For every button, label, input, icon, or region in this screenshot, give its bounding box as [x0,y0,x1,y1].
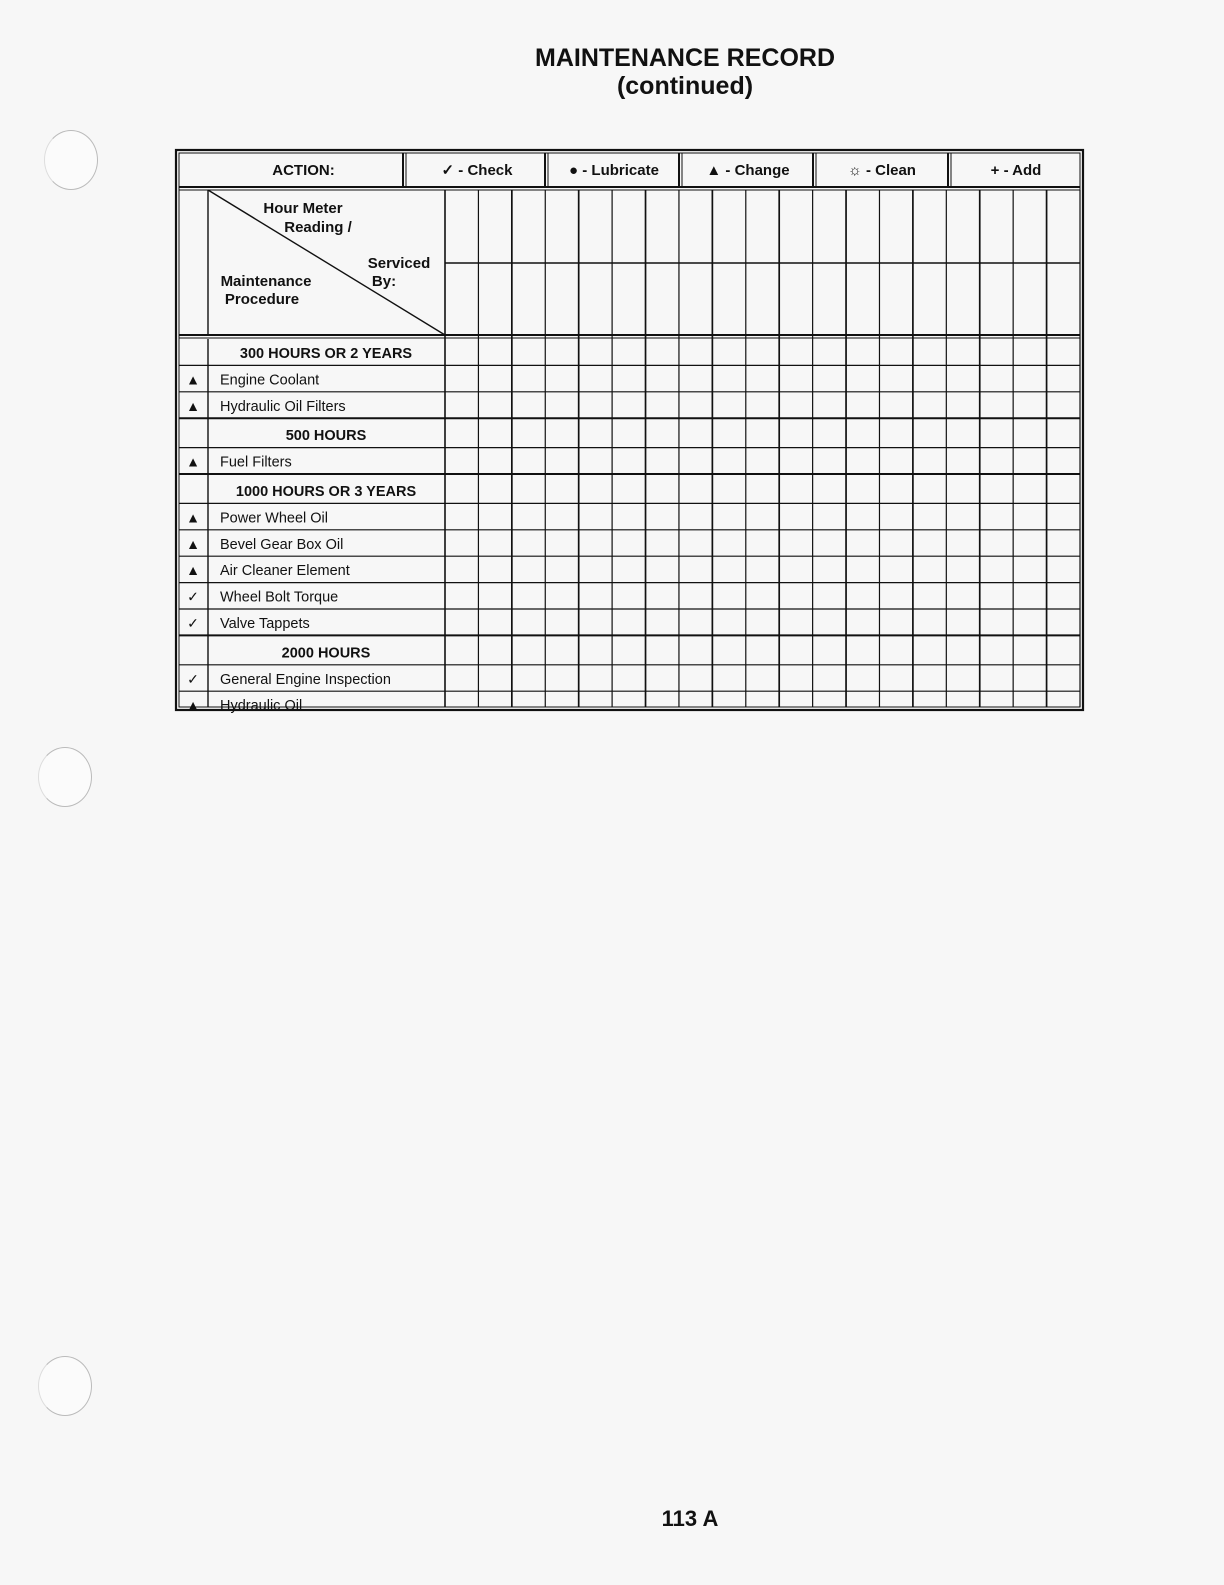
triangle-icon: ▲ [186,371,200,388]
dot-icon: ● [569,162,583,179]
legend-item-lubricate [569,162,659,179]
procedure-label: Maintenance [220,273,312,290]
plus-icon: + [990,162,1004,179]
check-icon: ✓ [187,670,199,687]
triangle-icon: ▲ [186,535,200,552]
procedure-row-label: Fuel Filters [220,454,292,471]
procedure-row-label: Air Cleaner Element [220,563,350,580]
legend-item-text: - Change [725,162,790,179]
procedure-row-label: Bevel Gear Box Oil [220,536,344,553]
triangle-icon: ▲ [186,562,200,579]
procedure-row-label: Engine Coolant [220,372,320,389]
legend-item-clean [848,162,916,179]
procedure-row-label: General Engine Inspection [220,671,391,688]
legend-action-label: ACTION: [272,162,335,179]
sun-icon: ☼ [848,162,866,179]
procedure-row-label: Hydraulic Oil Filters [220,398,346,415]
triangle-icon: ▲ [186,509,200,526]
serviced-by-label: By: [371,273,397,290]
legend-item-change [706,162,789,179]
check-icon: ✓ [187,588,199,605]
check-icon: ✓ [441,162,459,179]
procedure-row-label: Power Wheel Oil [220,510,328,527]
hour-meter-label: Reading / [284,219,352,236]
procedure-row-label: Wheel Bolt Torque [220,589,339,606]
legend-item-add [991,162,1042,179]
triangle-icon: ▲ [706,162,726,179]
section-heading: 1000 HOURS OR 3 YEARS [235,484,417,500]
serviced-by-label: Serviced [367,255,431,272]
hour-meter-label: Hour Meter [263,200,343,217]
procedure-label: Procedure [224,291,300,308]
procedure-row-label: Valve Tappets [220,616,310,632]
section-heading: 2000 HOURS [281,645,371,662]
legend-item-text: - Check [458,162,513,179]
legend-item-text: - Add [1003,162,1042,179]
title-line-1: MAINTENANCE RECORD [535,44,835,72]
title-line-2: (continued) [616,72,754,100]
section-heading: 300 HOURS OR 2 YEARS [239,346,413,362]
legend-item-text: - Lubricate [582,162,659,179]
legend-item-check [442,162,514,179]
check-icon: ✓ [187,615,199,631]
triangle-icon: ▲ [186,453,200,470]
triangle-icon: ▲ [186,397,200,414]
legend-item-text: - Clean [865,162,916,179]
procedure-row-label: Hydraulic Oil [220,698,303,715]
triangle-icon: ▲ [186,697,200,714]
section-heading: 500 HOURS [285,428,367,445]
page-number: 113 A [661,1506,719,1531]
